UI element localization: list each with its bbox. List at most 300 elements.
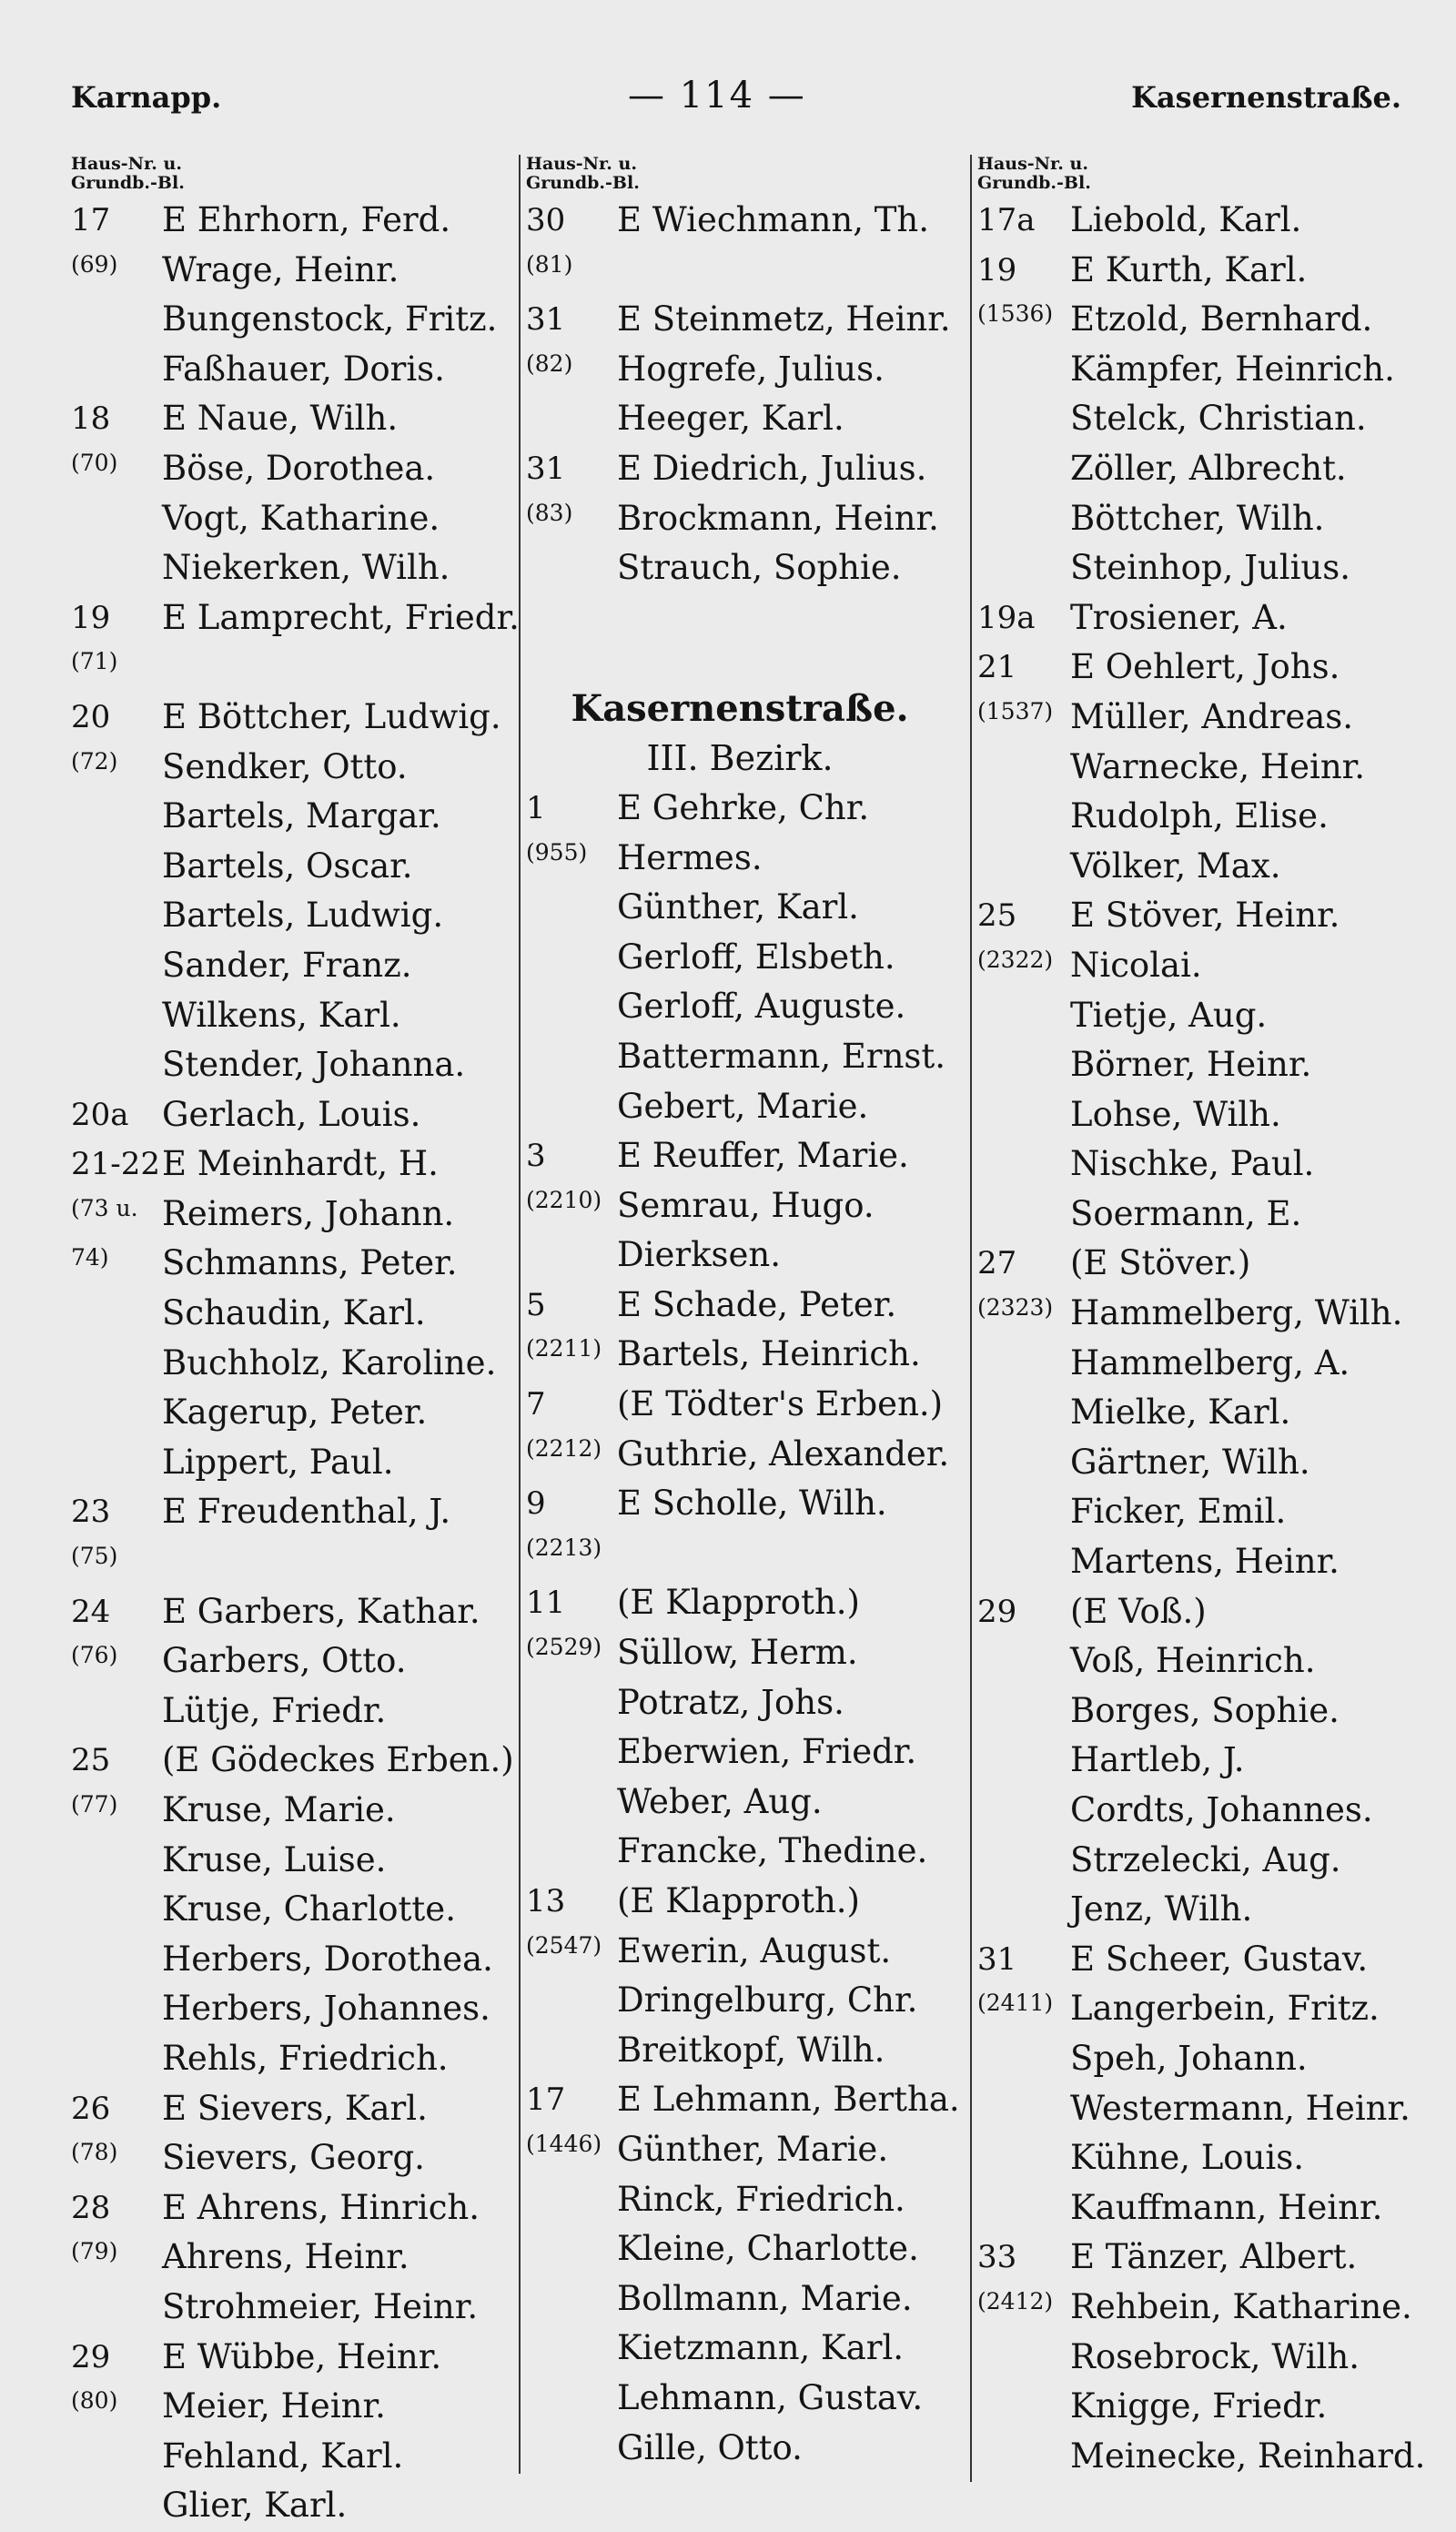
directory-entry (71, 1290, 499, 1340)
resident-name: E Wiechmann, Th. (617, 200, 930, 239)
resident-name: E Schade, Peter. (617, 1284, 897, 1324)
resident-name: Etzold, Bernhard. (1070, 299, 1373, 339)
directory-entry (526, 785, 954, 835)
grundbuch-number: (2211) (526, 1335, 602, 1362)
resident-name: Speh, Johann. (1070, 2038, 1308, 2078)
resident-name: Kühne, Louis. (1070, 2138, 1304, 2178)
resident-name: E Ehrhorn, Ferd. (162, 200, 451, 239)
directory-entry (526, 1182, 954, 1232)
resident-name: Günther, Marie. (617, 2129, 889, 2169)
column-header (526, 155, 954, 197)
grundbuch-number: (2412) (977, 2287, 1054, 2314)
directory-entry (71, 843, 499, 893)
resident-name: Tietje, Aug. (1070, 995, 1268, 1035)
resident-name: Voß, Heinrich. (1070, 1641, 1316, 1681)
grundbuch-number: (77) (71, 1791, 118, 1818)
resident-name: Ahrens, Heinr. (162, 2237, 410, 2277)
resident-name: Bartels, Margar. (162, 796, 441, 836)
grundbuch-number: (71) (71, 648, 118, 675)
resident-name: E Sievers, Karl. (162, 2088, 428, 2128)
directory-entry (977, 247, 1432, 297)
resident-name: Fehland, Karl. (162, 2436, 404, 2476)
directory-entry (526, 884, 954, 934)
resident-name: Jenz, Wilh. (1070, 1889, 1253, 1929)
column-header-line1: Haus-Nr. u. (977, 154, 1088, 174)
resident-name: Vogt, Katharine. (162, 498, 440, 538)
resident-name: Stelck, Christian. (1070, 399, 1367, 439)
directory-entry (71, 2433, 499, 2483)
grundbuch-number: (2323) (977, 1294, 1054, 1322)
directory-entry (977, 1637, 1432, 1687)
grundbuch-number: 74) (71, 1244, 109, 1271)
grundbuch-number: (80) (71, 2387, 118, 2415)
resident-name: Bollmann, Marie. (617, 2278, 913, 2318)
resident-name: Glier, Karl. (162, 2486, 348, 2526)
column-header-line2: Grundb.-Bl. (71, 173, 185, 193)
directory-entry (526, 544, 954, 594)
house-number: 25 (71, 1742, 111, 1779)
resident-name: Faßhauer, Doris. (162, 349, 445, 389)
resident-name: Nicolai. (1070, 945, 1202, 985)
house-number: 21 (977, 649, 1017, 686)
resident-name: Soermann, E. (1070, 1193, 1302, 1233)
resident-name: Bungenstock, Fritz. (162, 299, 498, 339)
directory-entry (526, 1083, 954, 1133)
directory-entry (71, 1439, 499, 1489)
grundbuch-number: (79) (71, 2238, 118, 2265)
grundbuch-number: (2212) (526, 1434, 602, 1462)
resident-name: E Kurth, Karl. (1070, 249, 1308, 289)
section-gap (526, 594, 954, 685)
directory-entry (71, 1488, 499, 1538)
directory-entry (71, 1936, 499, 1986)
directory-entry (977, 197, 1432, 247)
directory-entry (977, 1588, 1432, 1638)
resident-name: Lütje, Friedr. (162, 1690, 387, 1730)
page-header (0, 75, 1456, 126)
directory-entry (977, 843, 1432, 893)
column-3 (970, 155, 1432, 2482)
grundbuch-number: (83) (526, 499, 573, 526)
directory-entry (977, 2334, 1432, 2384)
resident-name: E Stöver, Heinr. (1070, 896, 1340, 936)
directory-entry (71, 1091, 499, 1141)
directory-entry (71, 1340, 499, 1390)
directory-entry (977, 1041, 1432, 1091)
resident-name: Battermann, Ernst. (617, 1036, 946, 1076)
resident-name: Hermes. (617, 837, 763, 877)
resident-name: Strohmeier, Heinr. (162, 2286, 479, 2326)
directory-entry (526, 1480, 954, 1530)
directory-entry (526, 2375, 954, 2425)
resident-name: E Gehrke, Chr. (617, 787, 870, 827)
resident-name: Rehls, Friedrich. (162, 2038, 449, 2078)
directory-entry (526, 247, 954, 297)
resident-name: Kauffmann, Heinr. (1070, 2187, 1383, 2227)
directory-entry (526, 1928, 954, 1978)
directory-entry (977, 594, 1432, 644)
directory-entry (526, 2176, 954, 2226)
resident-name: Hammelberg, A. (1070, 1342, 1350, 1382)
column-header (71, 155, 499, 197)
resident-name: Lippert, Paul. (162, 1442, 394, 1482)
directory-entry (977, 892, 1432, 942)
directory-entry (977, 1787, 1432, 1837)
house-number: 7 (526, 1386, 546, 1423)
house-number: 31 (526, 450, 566, 487)
directory-entry (71, 395, 499, 445)
grundbuch-number: (2322) (977, 946, 1054, 973)
resident-name: Müller, Andreas. (1070, 696, 1354, 736)
resident-name: Böse, Dorothea. (162, 448, 436, 488)
resident-name: (E Klapproth.) (617, 1583, 860, 1623)
directory-entry (526, 835, 954, 885)
directory-entry (977, 1886, 1432, 1936)
house-number: 23 (71, 1494, 111, 1531)
resident-name: Dringelburg, Chr. (617, 1980, 918, 2021)
directory-entry (977, 1439, 1432, 1489)
column-header (977, 155, 1432, 197)
directory-entry (526, 2275, 954, 2325)
resident-name: Knigge, Friedr. (1070, 2386, 1328, 2426)
directory-entry (977, 1240, 1432, 1290)
resident-name: Kruse, Charlotte. (162, 1889, 456, 1929)
directory-entry (71, 594, 520, 644)
directory-entry (977, 793, 1432, 843)
resident-name: Wilkens, Karl. (162, 995, 401, 1035)
resident-name: Weber, Aug. (617, 1781, 823, 1821)
directory-entry (71, 793, 499, 843)
house-number: 17 (526, 2081, 566, 2119)
directory-entry (977, 2284, 1432, 2334)
directory-entry (977, 346, 1432, 396)
directory-entry (71, 942, 499, 992)
directory-entry (71, 694, 499, 744)
directory-entry (977, 992, 1432, 1042)
resident-name: Langerbein, Fritz. (1070, 1989, 1380, 2029)
entry-list (71, 197, 520, 2532)
directory-entry (71, 892, 499, 942)
directory-entry (71, 1389, 499, 1439)
resident-name: Börner, Heinr. (1070, 1045, 1312, 1085)
resident-name: E Ahrens, Hinrich. (162, 2187, 480, 2227)
directory-entry (71, 1737, 514, 1787)
resident-name: Böttcher, Wilh. (1070, 498, 1325, 538)
resident-name: Hogrefe, Julius. (617, 349, 885, 389)
directory-entry (526, 2425, 954, 2475)
resident-name: Sendker, Otto. (162, 746, 408, 786)
house-number: 17a (977, 202, 1036, 238)
directory-entry (71, 1886, 499, 1936)
resident-name: Gerlach, Louis. (162, 1094, 421, 1134)
resident-name: Heeger, Karl. (617, 399, 844, 439)
directory-entry (526, 1728, 954, 1778)
resident-name: Reimers, Johann. (162, 1193, 455, 1233)
resident-name: Guthrie, Alexander. (617, 1433, 950, 1474)
directory-entry (526, 1878, 954, 1928)
grundbuch-number: (75) (71, 1543, 118, 1570)
header-right-street: Kasernenstraße. (1131, 80, 1401, 115)
house-number: 13 (526, 1883, 566, 1919)
grundbuch-number: (78) (71, 2139, 118, 2166)
resident-name: Warnecke, Heinr. (1070, 746, 1366, 786)
directory-entry (71, 1041, 499, 1091)
house-number: 21-22 (71, 1146, 161, 1183)
house-number: 30 (526, 202, 566, 238)
resident-name: (E Voß.) (1070, 1591, 1207, 1631)
resident-name: Kagerup, Peter. (162, 1393, 428, 1433)
resident-name: Breitkopf, Wilh. (617, 2030, 885, 2070)
grundbuch-number: (2411) (977, 1990, 1054, 2017)
directory-entry (71, 2334, 499, 2384)
resident-name: Steinhop, Julius. (1070, 548, 1350, 588)
resident-name: (E Gödeckes Erben.) (162, 1740, 514, 1780)
directory-entry (71, 2284, 499, 2334)
directory-entry (977, 1290, 1432, 1340)
directory-entry (977, 1340, 1432, 1390)
resident-name: E Lamprecht, Friedr. (162, 597, 520, 637)
directory-entry (977, 1389, 1432, 1439)
grundbuch-number: (81) (526, 250, 573, 278)
directory-entry (977, 942, 1432, 992)
directory-entry (977, 1985, 1432, 2035)
directory-entry (977, 643, 1432, 694)
resident-name: Cordts, Johannes. (1070, 1790, 1373, 1829)
directory-entry (526, 346, 954, 396)
resident-name: Lohse, Wilh. (1070, 1094, 1281, 1134)
directory-entry (977, 495, 1432, 545)
directory-entry (71, 247, 499, 297)
grundbuch-number: (1537) (977, 697, 1054, 724)
house-number: 24 (71, 1593, 111, 1630)
directory-entry (526, 1629, 954, 1679)
house-number: 19 (71, 599, 111, 636)
directory-entry (71, 1140, 499, 1190)
directory-entry (71, 296, 499, 346)
resident-name: Brockmann, Heinr. (617, 498, 939, 538)
grundbuch-number: (76) (71, 1642, 118, 1669)
resident-name: Strauch, Sophie. (617, 548, 902, 588)
directory-entry (526, 2126, 954, 2176)
directory-entry (71, 2035, 499, 2085)
resident-name: Garbers, Otto. (162, 1641, 407, 1681)
directory-entry (526, 1431, 954, 1481)
resident-name: Dierksen. (617, 1235, 781, 1275)
column-header-line2: Grundb.-Bl. (977, 173, 1091, 193)
house-number: 29 (977, 1593, 1017, 1630)
directory-entry (71, 1787, 499, 1837)
grundbuch-number: (2210) (526, 1186, 602, 1213)
resident-name: Trosiener, A. (1070, 597, 1288, 637)
resident-name: Rudolph, Elise. (1070, 796, 1329, 836)
resident-name: E Böttcher, Ludwig. (162, 696, 501, 736)
directory-entry (526, 2324, 954, 2375)
directory-entry (977, 744, 1432, 794)
resident-name: (E Tödter's Erben.) (617, 1384, 944, 1424)
resident-name: Westermann, Heinr. (1070, 2088, 1410, 2128)
directory-entry (526, 1530, 954, 1580)
grundbuch-number: (2213) (526, 1534, 602, 1561)
directory-entry (977, 1737, 1432, 1787)
resident-name: Zöller, Albrecht. (1070, 448, 1347, 488)
resident-name: Herbers, Johannes. (162, 1989, 490, 2029)
resident-name: Ewerin, August. (617, 1930, 892, 1970)
directory-entry (526, 1977, 954, 2027)
house-number: 20a (71, 1096, 129, 1133)
directory-entry (526, 983, 954, 1033)
resident-name: Wrage, Heinr. (162, 249, 399, 289)
resident-name: Eberwien, Friedr. (617, 1732, 917, 1772)
directory-entry (977, 395, 1432, 445)
resident-name: Gebert, Marie. (617, 1086, 869, 1126)
directory-entry (977, 1837, 1432, 1887)
directory-entry (526, 934, 954, 984)
directory-entry (526, 2076, 960, 2126)
directory-entry (526, 1132, 954, 1182)
house-number: 31 (526, 301, 566, 339)
directory-entry (526, 1381, 954, 1431)
directory-entry (71, 1837, 499, 1887)
directory-entry (977, 544, 1432, 594)
directory-entry (977, 1936, 1432, 1986)
resident-name: E Scheer, Gustav. (1070, 1939, 1369, 1979)
directory-entry (526, 1281, 954, 1332)
directory-entry (977, 296, 1432, 346)
resident-name: E Diedrich, Julius. (617, 448, 927, 488)
resident-name: Meinecke, Reinhard. (1070, 2436, 1426, 2476)
directory-entry (71, 992, 499, 1042)
house-number: 25 (977, 897, 1017, 935)
directory-entry (977, 2085, 1432, 2135)
resident-name: Bartels, Heinrich. (617, 1334, 921, 1374)
entry-list (977, 197, 1432, 2482)
directory-entry (526, 1679, 954, 1729)
directory-entry (71, 2233, 499, 2284)
directory-entry (977, 694, 1432, 744)
resident-name: Stender, Johanna. (162, 1045, 466, 1085)
directory-entry (71, 197, 499, 247)
resident-name: E Reuffer, Marie. (617, 1136, 909, 1176)
resident-name: Kietzmann, Karl. (617, 2328, 905, 2368)
directory-entry (71, 445, 499, 495)
district-heading: III. Bezirk. (646, 738, 834, 779)
resident-name: Schmanns, Peter. (162, 1243, 458, 1283)
resident-name: Francke, Thedine. (617, 1831, 928, 1871)
entry-list (526, 785, 960, 2474)
resident-name: E Garbers, Kathar. (162, 1591, 480, 1631)
directory-entry (71, 2482, 499, 2532)
grundbuch-number: (82) (526, 349, 573, 377)
directory-entry (977, 1140, 1432, 1190)
house-number: 27 (977, 1245, 1017, 1282)
house-number: 20 (71, 698, 111, 735)
directory-entry (526, 495, 954, 545)
directory-entry (71, 346, 499, 396)
directory-entry (526, 1778, 954, 1828)
resident-name: Herbers, Dorothea. (162, 1939, 493, 1979)
directory-entry (977, 1190, 1432, 1241)
directory-entry (71, 2134, 499, 2184)
directory-entry (977, 2035, 1432, 2085)
resident-name: E Tänzer, Albert. (1070, 2237, 1358, 2277)
street-heading: Kasernenstraße. (571, 686, 909, 730)
directory-entry (977, 2134, 1432, 2184)
resident-name: Rehbein, Katharine. (1070, 2286, 1412, 2326)
directory-entry (71, 1538, 499, 1588)
resident-name: Buchholz, Karoline. (162, 1342, 497, 1382)
directory-entry (526, 445, 954, 495)
house-number: 11 (526, 1585, 566, 1622)
house-number: 29 (71, 2338, 111, 2375)
directory-entry (71, 2184, 499, 2234)
resident-name: E Oehlert, Johs. (1070, 647, 1340, 687)
directory-entry (71, 2383, 499, 2433)
entry-list (526, 197, 954, 594)
directory-entry (526, 2225, 954, 2275)
resident-name: Kleine, Charlotte. (617, 2229, 919, 2269)
house-number: 33 (977, 2239, 1017, 2276)
directory-entry (526, 1231, 954, 1281)
resident-name: Niekerken, Wilh. (162, 548, 450, 588)
directory-entry (71, 1687, 499, 1737)
grundbuch-number: (73 u. (71, 1194, 138, 1221)
resident-name: Hammelberg, Wilh. (1070, 1293, 1403, 1333)
resident-name: Völker, Max. (1070, 846, 1281, 886)
resident-name: Lehmann, Gustav. (617, 2377, 924, 2417)
directory-entry (71, 495, 499, 545)
directory-entry (71, 1985, 499, 2035)
directory-entry (71, 1588, 499, 1638)
house-number: 19 (977, 251, 1017, 289)
house-number: 5 (526, 1286, 546, 1323)
house-number: 3 (526, 1138, 546, 1175)
resident-name: E Wübbe, Heinr. (162, 2336, 442, 2376)
directory-entry (977, 2184, 1432, 2234)
resident-name: (E Stöver.) (1070, 1243, 1251, 1283)
resident-name: Gille, Otto. (617, 2427, 803, 2467)
directory-entry (526, 197, 954, 247)
resident-name: Gärtner, Wilh. (1070, 1442, 1310, 1482)
resident-name: Sander, Franz. (162, 945, 412, 985)
header-left-street: Karnapp. (71, 80, 222, 115)
resident-name: Ficker, Emil. (1070, 1492, 1287, 1532)
resident-name: Süllow, Herm. (617, 1633, 858, 1673)
resident-name: E Scholle, Wilh. (617, 1484, 887, 1524)
directory-entry (71, 1240, 499, 1290)
grundbuch-number: (1446) (526, 2130, 602, 2157)
directory-entry (526, 395, 954, 445)
resident-name: Borges, Sophie. (1070, 1690, 1340, 1730)
directory-entry (71, 2085, 499, 2135)
grundbuch-number: (2547) (526, 1931, 602, 1959)
resident-name: E Naue, Wilh. (162, 399, 399, 439)
house-number: 18 (71, 400, 111, 438)
house-number: 17 (71, 202, 111, 238)
directory-entry (526, 1579, 954, 1629)
directory-entry (977, 2233, 1432, 2284)
column-header-line2: Grundb.-Bl. (526, 173, 640, 193)
house-number: 28 (71, 2189, 111, 2226)
resident-name: E Steinmetz, Heinr. (617, 299, 951, 339)
resident-name: Sievers, Georg. (162, 2138, 425, 2178)
column-header-line1: Haus-Nr. u. (526, 154, 637, 174)
directory-entry (977, 1538, 1432, 1588)
directory-entry (526, 296, 954, 346)
resident-name: E Freudenthal, J. (162, 1492, 451, 1532)
resident-name: Hartleb, J. (1070, 1740, 1245, 1780)
resident-name: Mielke, Karl. (1070, 1393, 1291, 1433)
grundbuch-number: (69) (71, 250, 118, 278)
